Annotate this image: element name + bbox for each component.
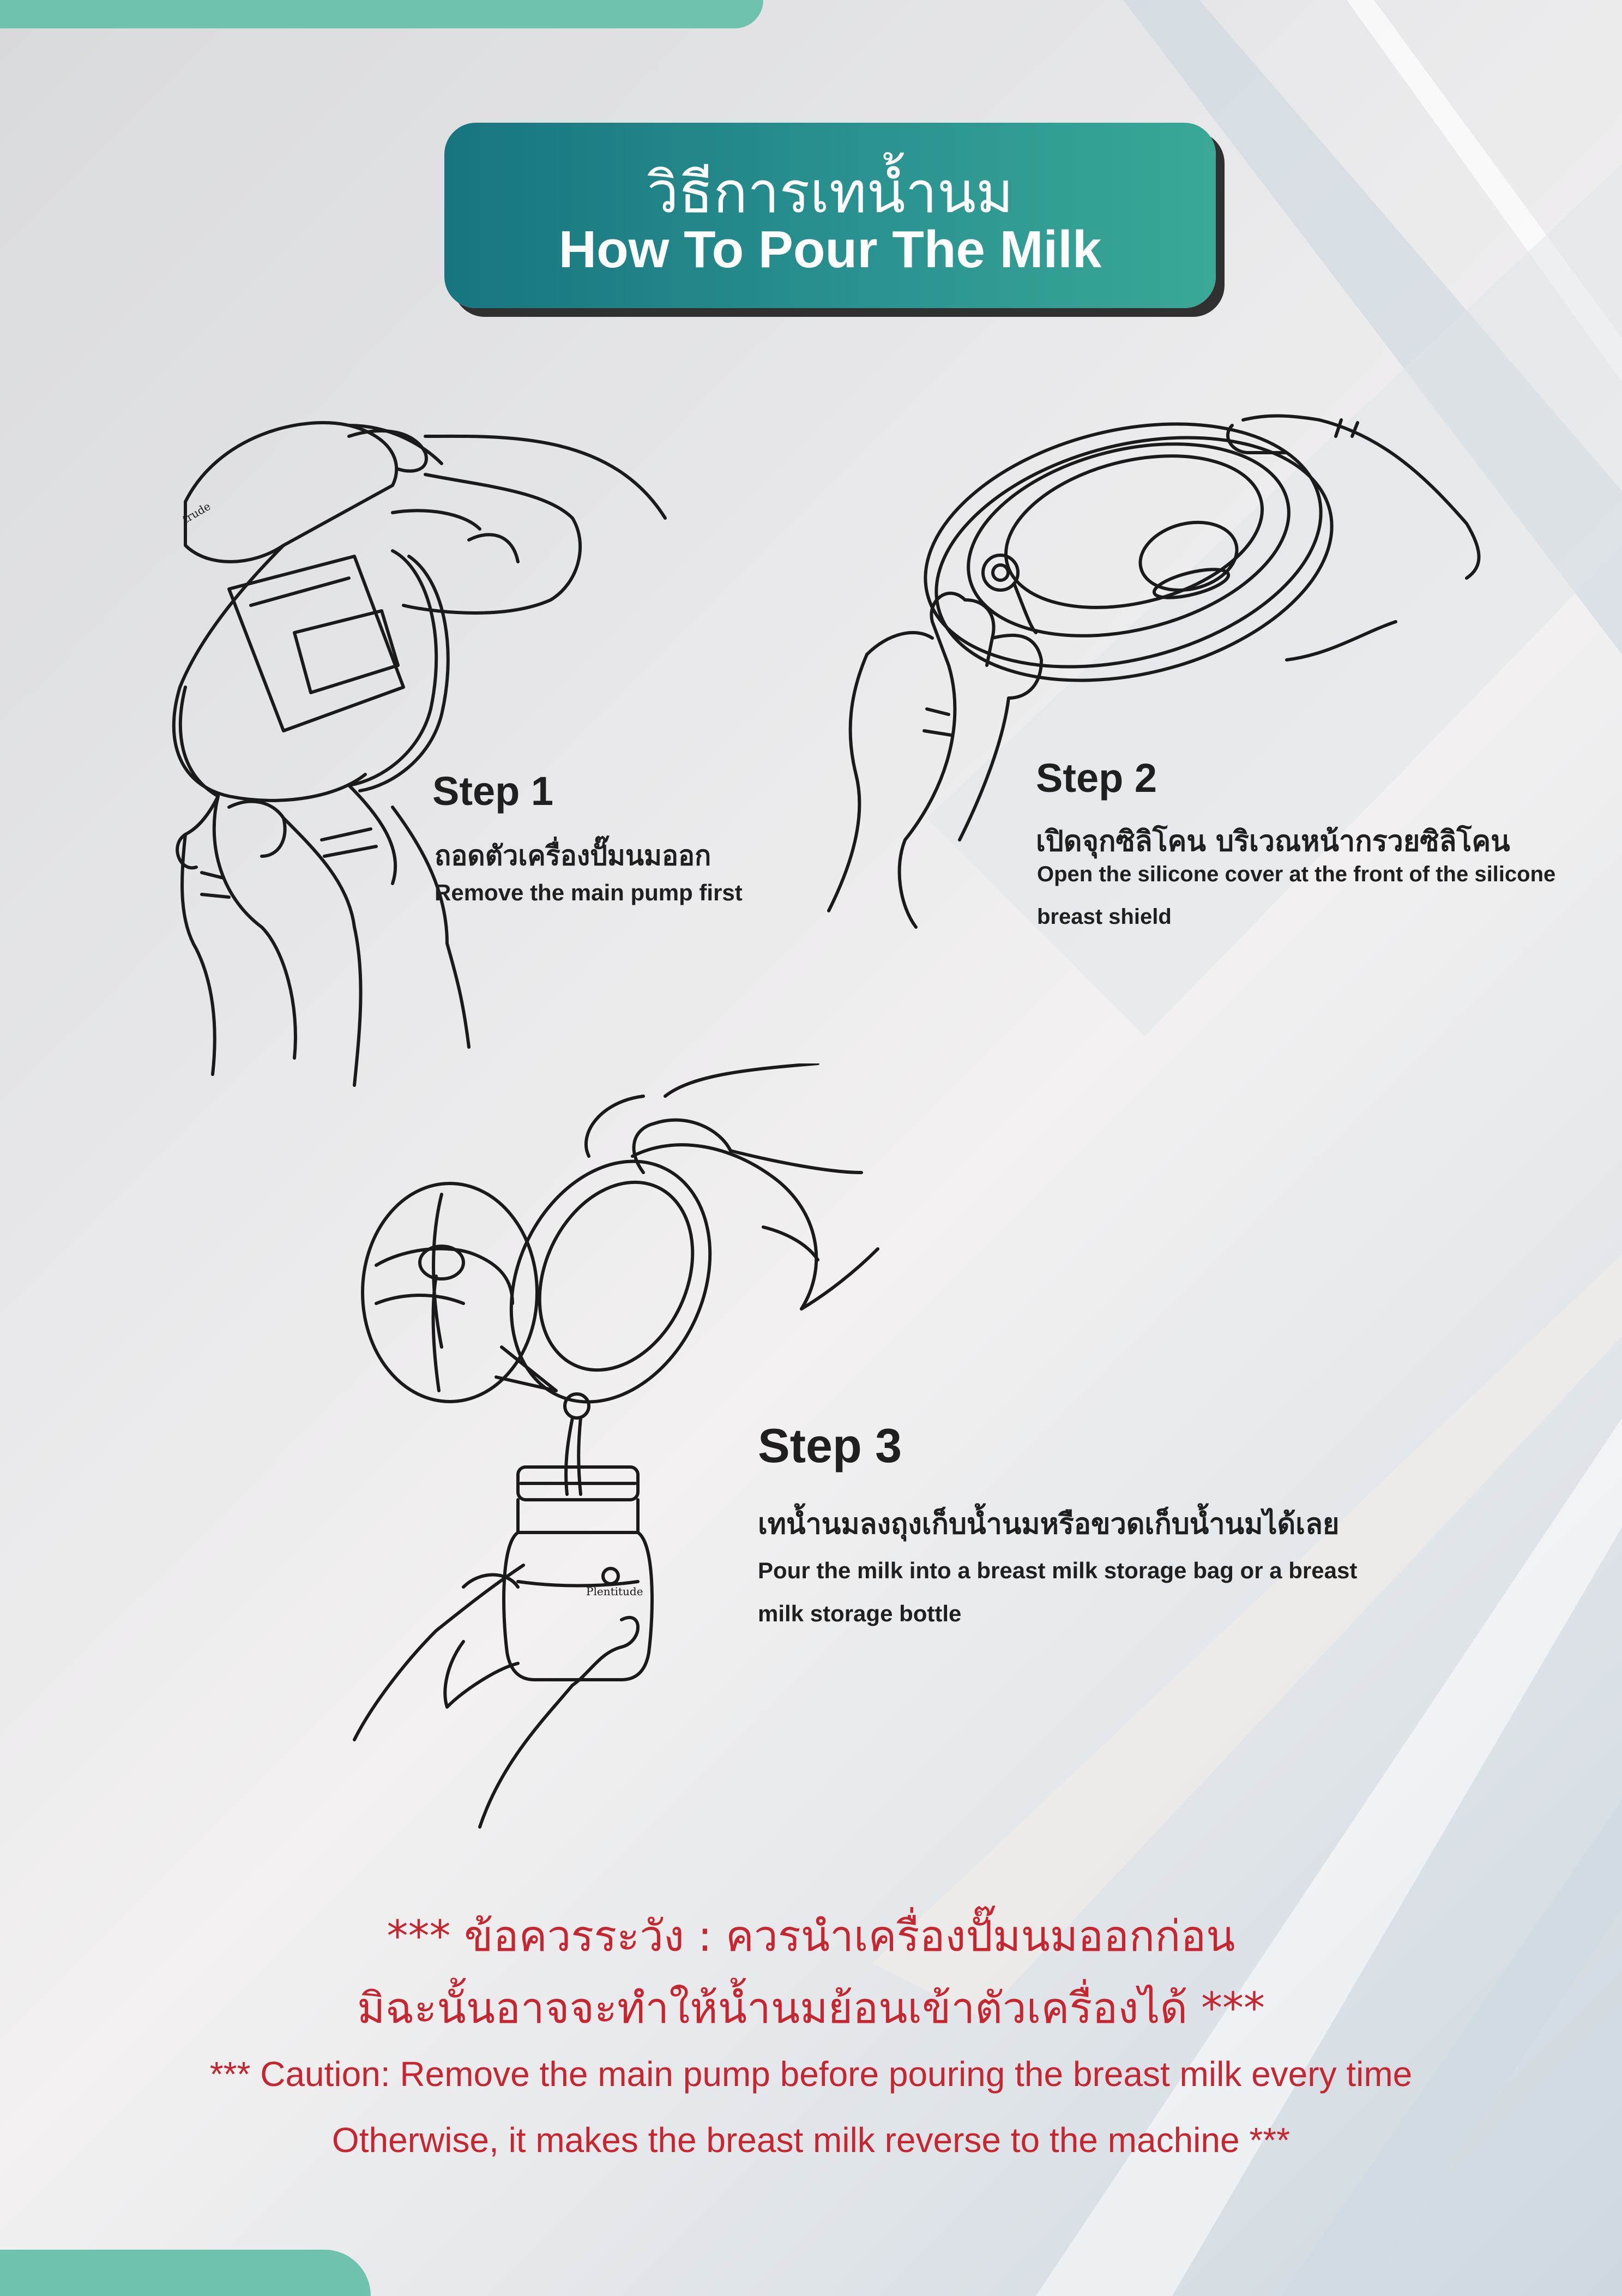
step3-heading: Step 3 [758,1419,902,1472]
step1-heading: Step 1 [432,768,554,814]
bottle-logo-text: Plentitude [586,1585,643,1598]
title-banner [444,123,1216,308]
title-english: How To Pour The Milk [558,220,1102,279]
step1-english-text: Remove the main pump first [435,880,743,905]
caution-thai-line1: *** ข้อควรระวัง : ควรนำเครื่องปั๊มนมออกก่อน [387,1912,1235,1961]
caution-english-line1: *** Caution: Remove the main pump before pouring the breast milk every time [209,2054,1413,2094]
step3-english-line2: milk storage bottle [758,1601,962,1626]
bottom-accent-tab [0,2250,371,2296]
pump-logo-text: trude [180,499,213,526]
step3-thai-text: เทน้ำนมลงถุงเก็บน้ำนมหรือขวดเก็บน้ำนมได้เลย [758,1508,1340,1541]
step1-illustration [120,404,720,1091]
step2-english-line2: breast shield [1037,905,1172,929]
step2-heading: Step 2 [1036,755,1157,801]
step2-thai-text: เปิดจุกซิลิโคน บริเวณหน้ากรวยซิลิโคน [1036,825,1510,858]
top-accent-tab [0,0,763,28]
title-thai: วิธีการเทน้ำนม [647,159,1014,226]
step3-english-line1: Pour the milk into a breast milk storage bag or a breast [758,1558,1358,1583]
caution-thai-line2: มิฉะนั้นอาจจะทำให้น้ำนมย้อนเข้าตัวเครื่องได้ *** [357,1984,1265,2033]
step2-english-line1: Open the silicone cover at the front of the silicone [1037,862,1556,886]
caution-english-line2: Otherwise, it makes the breast milk reverse to the machine *** [331,2120,1291,2160]
step2-illustration [785,404,1505,982]
step1-thai-text: ถอดตัวเครื่องปั๊มนมออก [435,840,711,871]
